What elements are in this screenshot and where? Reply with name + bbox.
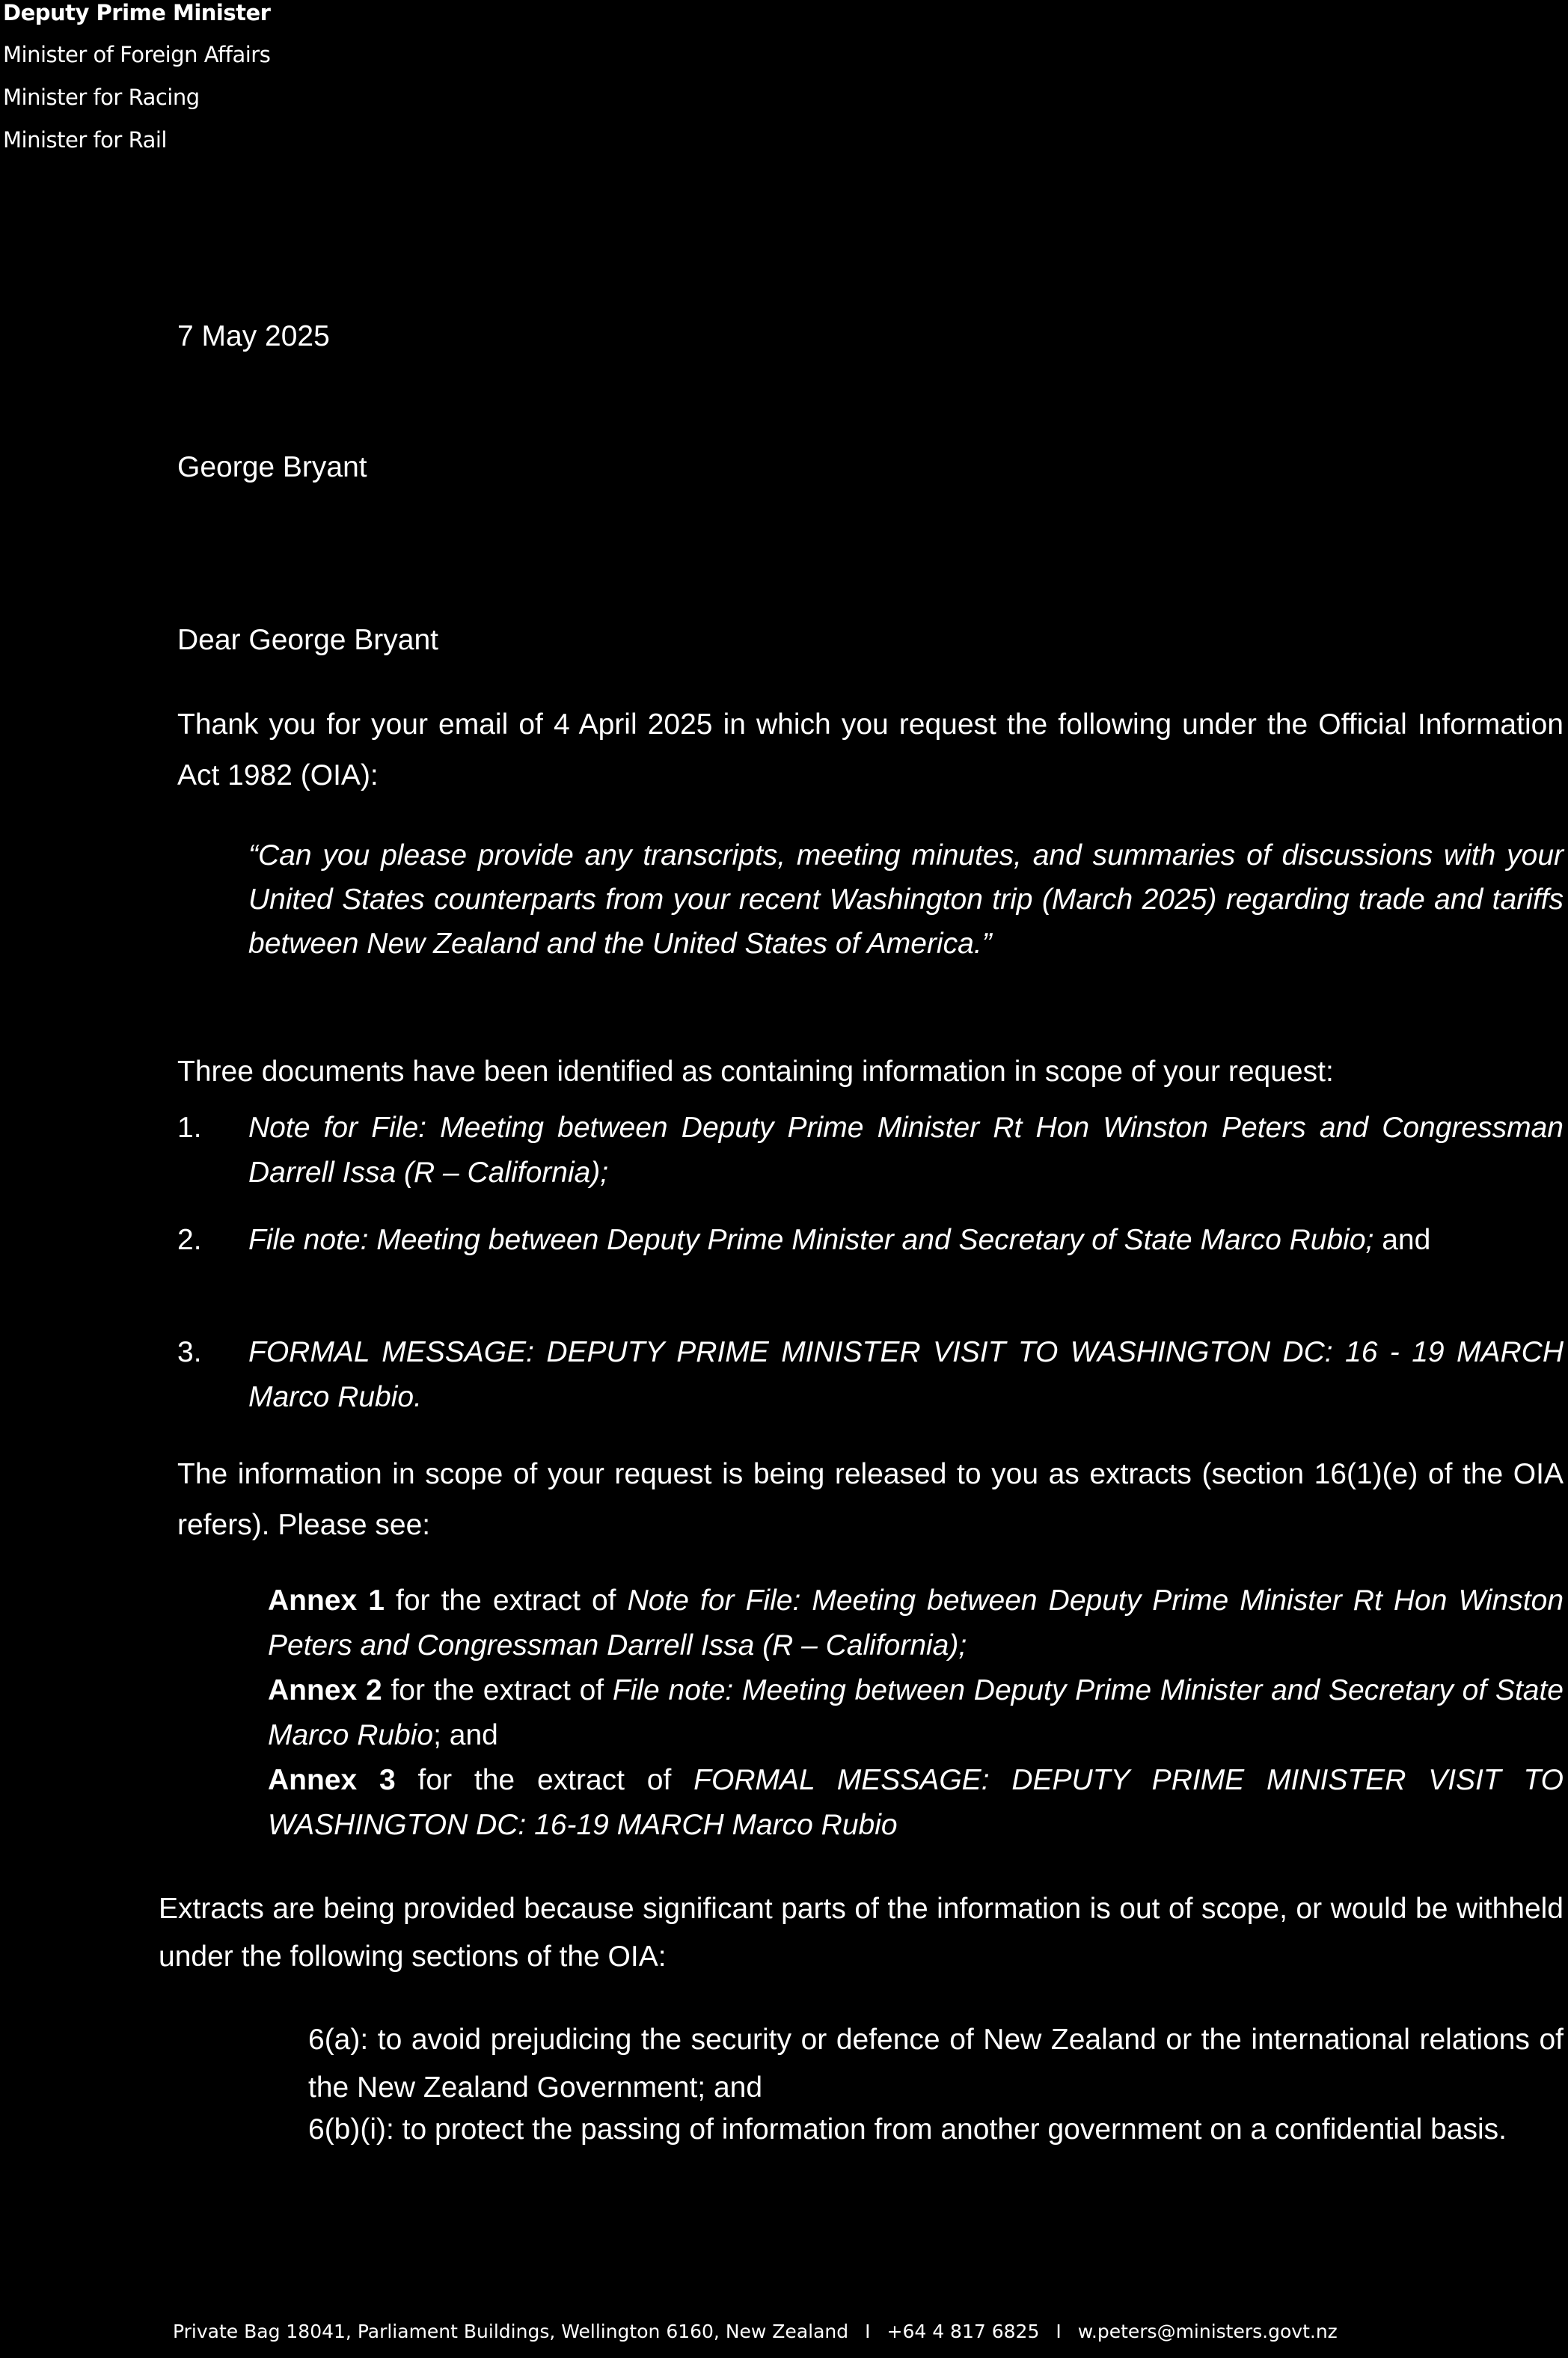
annex-label: Annex 1: [268, 1584, 385, 1617]
letterhead-role: Minister for Rail: [3, 127, 167, 153]
annex-item: [268, 1668, 1564, 1758]
list-number: 3.: [177, 1336, 202, 1368]
annex-item: [268, 1578, 1564, 1668]
withholding-section: 6(a): to avoid prejudicing the security or defence of New Zealand or the international relations of the New Zealand Government; and: [308, 2024, 1564, 2104]
annex-text: for the extract of: [395, 1764, 694, 1796]
letterhead-role: Minister for Racing: [3, 85, 200, 110]
footer-separator: I: [1056, 2321, 1062, 2342]
document-list-item: [177, 1106, 1564, 1195]
document-title: FORMAL MESSAGE: DEPUTY PRIME MINISTER VISIT TO WASHINGTON DC: 16 - 19 MARCH Marco Rubio.: [248, 1336, 1564, 1413]
annex-item: [268, 1758, 1564, 1848]
release-paragraph: The information in scope of your request is being released to you as extracts (section 16(1)(e) of the OIA refers). Please see:: [177, 1458, 1564, 1541]
annex-label: Annex 3: [268, 1764, 396, 1796]
recipient-name: George Bryant: [177, 451, 367, 483]
annex-suffix: ; and: [433, 1719, 498, 1751]
document-list-item: [177, 1330, 1564, 1420]
salutation: Dear George Bryant: [177, 624, 439, 656]
extracts-paragraph: Extracts are being provided because significant parts of the information is out of scope, or would be withheld under the following sections of the OIA:: [159, 1893, 1564, 1973]
footer-phone: +64 4 817 6825: [886, 2321, 1040, 2342]
letter-date: 7 May 2025: [177, 320, 330, 352]
footer-separator: I: [865, 2321, 871, 2342]
document-suffix: and: [1373, 1224, 1431, 1256]
letterhead-role: Minister of Foreign Affairs: [3, 42, 271, 67]
document-list-item: [177, 1218, 1564, 1308]
annex-title: Note for File: Meeting between Deputy Prime Minister Rt Hon Winston Peters and Congressman Darrell Issa (R – California);: [268, 1584, 1564, 1662]
withholding-section: 6(b)(i): to protect the passing of information from another government on a confidential basis.: [308, 2113, 1507, 2146]
footer: [173, 2321, 1564, 2342]
intro-paragraph: Thank you for your email of 4 April 2025 in which you request the following under the Official Information Act 1982 (OIA):: [177, 708, 1564, 791]
list-number: 1.: [177, 1112, 202, 1144]
letterhead-title: Deputy Prime Minister: [3, 0, 271, 25]
documents-intro: Three documents have been identified as containing information in scope of your request:: [177, 1056, 1334, 1088]
list-number: 2.: [177, 1224, 202, 1256]
annex-list: [268, 1578, 1564, 1848]
request-quote: “Can you please provide any transcripts, meeting minutes, and summaries of discussions with your United States counterparts from your recent Washington trip (March 2025) regarding trade and tariffs between New Zealand and the United States of America.”: [248, 839, 1564, 960]
annex-title: FORMAL MESSAGE: DEPUTY PRIME MINISTER VISIT TO WASHINGTON DC: 16-19 MARCH Marco Rubio: [268, 1764, 1564, 1841]
document-title: Note for File: Meeting between Deputy Prime Minister Rt Hon Winston Peters and Congressman Darrell Issa (R – California);: [248, 1112, 1564, 1189]
annex-label: Annex 2: [268, 1674, 382, 1706]
annex-title: File note: Meeting between Deputy Prime Minister and Secretary of State Marco Rubio: [268, 1674, 1564, 1751]
footer-address: Private Bag 18041, Parliament Buildings, Wellington 6160, New Zealand: [173, 2321, 849, 2342]
annex-text: for the extract of: [384, 1584, 628, 1617]
annex-text: for the extract of: [382, 1674, 613, 1706]
document-title: File note: Meeting between Deputy Prime Minister and Secretary of State Marco Rubio;: [248, 1224, 1374, 1256]
footer-email: w.peters@ministers.govt.nz: [1077, 2321, 1338, 2342]
